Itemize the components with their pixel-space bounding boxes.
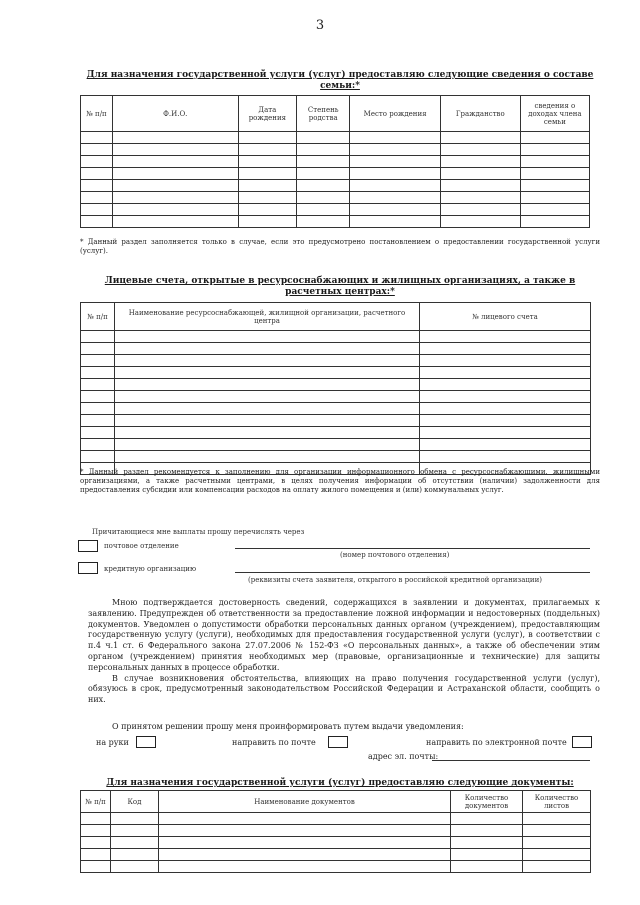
accounts-row[interactable] [81, 355, 591, 367]
post-office-label: почтовое отделение [104, 542, 179, 550]
family-row[interactable] [81, 192, 590, 204]
bank-details-input[interactable] [235, 572, 590, 573]
family-heading-line2: семьи:* [320, 81, 360, 91]
notify-hand-label: на руки [96, 738, 129, 747]
payment-intro: Причитающиеся мне выплаты прошу перечислять через [92, 528, 305, 536]
accounts-row[interactable] [81, 367, 591, 379]
family-table-header [81, 96, 590, 132]
col-income: сведения о доходах члена семьи [520, 96, 589, 132]
col-account-number: № лицевого счета [420, 303, 591, 331]
accounts-table-header [81, 303, 591, 331]
col-num: № п/п [81, 791, 111, 813]
col-citizenship: Гражданство [440, 96, 520, 132]
family-row[interactable] [81, 216, 590, 228]
accounts-row[interactable] [81, 439, 591, 451]
documents-section-heading: Для назначения государственной услуги (услуг) предоставляю следующие документы: [106, 778, 574, 788]
bank-details-hint: (реквизиты счета заявителя, открытого в российской кредитной организации) [248, 576, 542, 584]
notify-post-checkbox[interactable] [328, 736, 348, 748]
documents-table [80, 790, 591, 873]
documents-row[interactable] [81, 825, 591, 837]
accounts-row[interactable] [81, 427, 591, 439]
accounts-row[interactable] [81, 343, 591, 355]
col-birthdate: Дата рождения [238, 96, 297, 132]
bank-checkbox[interactable] [78, 562, 98, 574]
col-doc-count: Количество документов [451, 791, 523, 813]
accounts-heading-line2: расчетных центрах:* [285, 287, 395, 297]
accounts-footnote: * Данный раздел рекомендуется к заполнению для организации информационного обмена с ресурсоснабжающими, жилищными организациями, а также расчетными центрами, в целях получения информации об отсутствии (наличии) задолженности для предоставления субсидии или компенсации расходов на оплату жилого помещения и (или) коммунальных услуг. [80, 468, 600, 494]
declaration [88, 598, 600, 706]
family-row[interactable] [81, 180, 590, 192]
accounts-row[interactable] [81, 451, 591, 463]
col-num: № п/п [81, 96, 113, 132]
accounts-row[interactable] [81, 415, 591, 427]
col-organization: Наименование ресурсоснабжающей, жилищной организации, расчетного центра [115, 303, 420, 331]
notify-intro: О принятом решении прошу меня проинформировать путем выдачи уведомления: [112, 722, 464, 731]
documents-table-header [81, 791, 591, 813]
documents-row[interactable] [81, 849, 591, 861]
family-row[interactable] [81, 204, 590, 216]
accounts-table [80, 302, 591, 475]
accounts-heading-line1: Лицевые счета, открытые в ресурсоснабжающих и жилищных организациях, а также в [104, 276, 576, 286]
family-row[interactable] [81, 156, 590, 168]
accounts-row[interactable] [81, 379, 591, 391]
documents-row[interactable] [81, 813, 591, 825]
page-number: 3 [315, 18, 325, 33]
col-birthplace: Место рождения [350, 96, 441, 132]
col-code: Код [111, 791, 159, 813]
accounts-row[interactable] [81, 331, 591, 343]
post-office-hint: (номер почтового отделения) [340, 551, 450, 559]
documents-row[interactable] [81, 837, 591, 849]
family-footnote: * Данный раздел заполняется только в случае, если это предусмотрено постановлением о предоставлении государственной услуги (услуг). [80, 238, 600, 255]
documents-row[interactable] [81, 861, 591, 873]
notify-email-checkbox[interactable] [572, 736, 592, 748]
notify-email-label: направить по электронной почте [426, 738, 567, 747]
declaration-obligation: В случае возникновения обстоятельства, влияющих на право получения государственной услуги (услуг), обязуюсь в срок, предусмотренный законодательством Российской Федерации и Астраханской области, сообщить о них. [88, 673, 600, 705]
email-input[interactable] [432, 760, 590, 761]
email-label: адрес эл. почты: [368, 752, 439, 761]
col-fio: Ф.И.О. [112, 96, 238, 132]
post-office-input[interactable] [235, 548, 590, 549]
family-table [80, 95, 590, 228]
bank-label: кредитную организацию [104, 565, 197, 573]
family-row[interactable] [81, 132, 590, 144]
accounts-section-heading [80, 276, 600, 298]
family-section-heading [70, 70, 610, 92]
accounts-row[interactable] [81, 391, 591, 403]
col-relation: Степень родства [297, 96, 350, 132]
declaration-consent: Мною подтверждается достоверность сведений, содержащихся в заявлении и документах, прилагаемых к заявлению. Предупрежден об ответственности за предоставление ложной информации и недостоверных (поддельных) документов. Уведомлен о допустимости обработки персональных данных органом (учреждением), предоставляющим государственную услугу (услуги), необходимых для предоставления государственной услуги (услуг), в соответствии с п.4 ч.1 ст. 6 Федерального закона 27.07.2006 № 152-ФЗ «О персональных данных», а также об обеспечении этим органом (учреждением) принятия необходимых мер (правовые, организационные и технические) для защиты персональных данных в процессе обработки. [88, 598, 600, 672]
post-office-checkbox[interactable] [78, 540, 98, 552]
col-doc-name: Наименование документов [159, 791, 451, 813]
col-num: № п/п [81, 303, 115, 331]
family-heading-line1: Для назначения государственной услуги (услуг) предоставляю следующие сведения о составе [86, 70, 594, 80]
notify-post-label: направить по почте [232, 738, 316, 747]
family-row[interactable] [81, 168, 590, 180]
family-row[interactable] [81, 144, 590, 156]
accounts-row[interactable] [81, 403, 591, 415]
col-sheet-count: Количество листов [523, 791, 591, 813]
notify-hand-checkbox[interactable] [136, 736, 156, 748]
